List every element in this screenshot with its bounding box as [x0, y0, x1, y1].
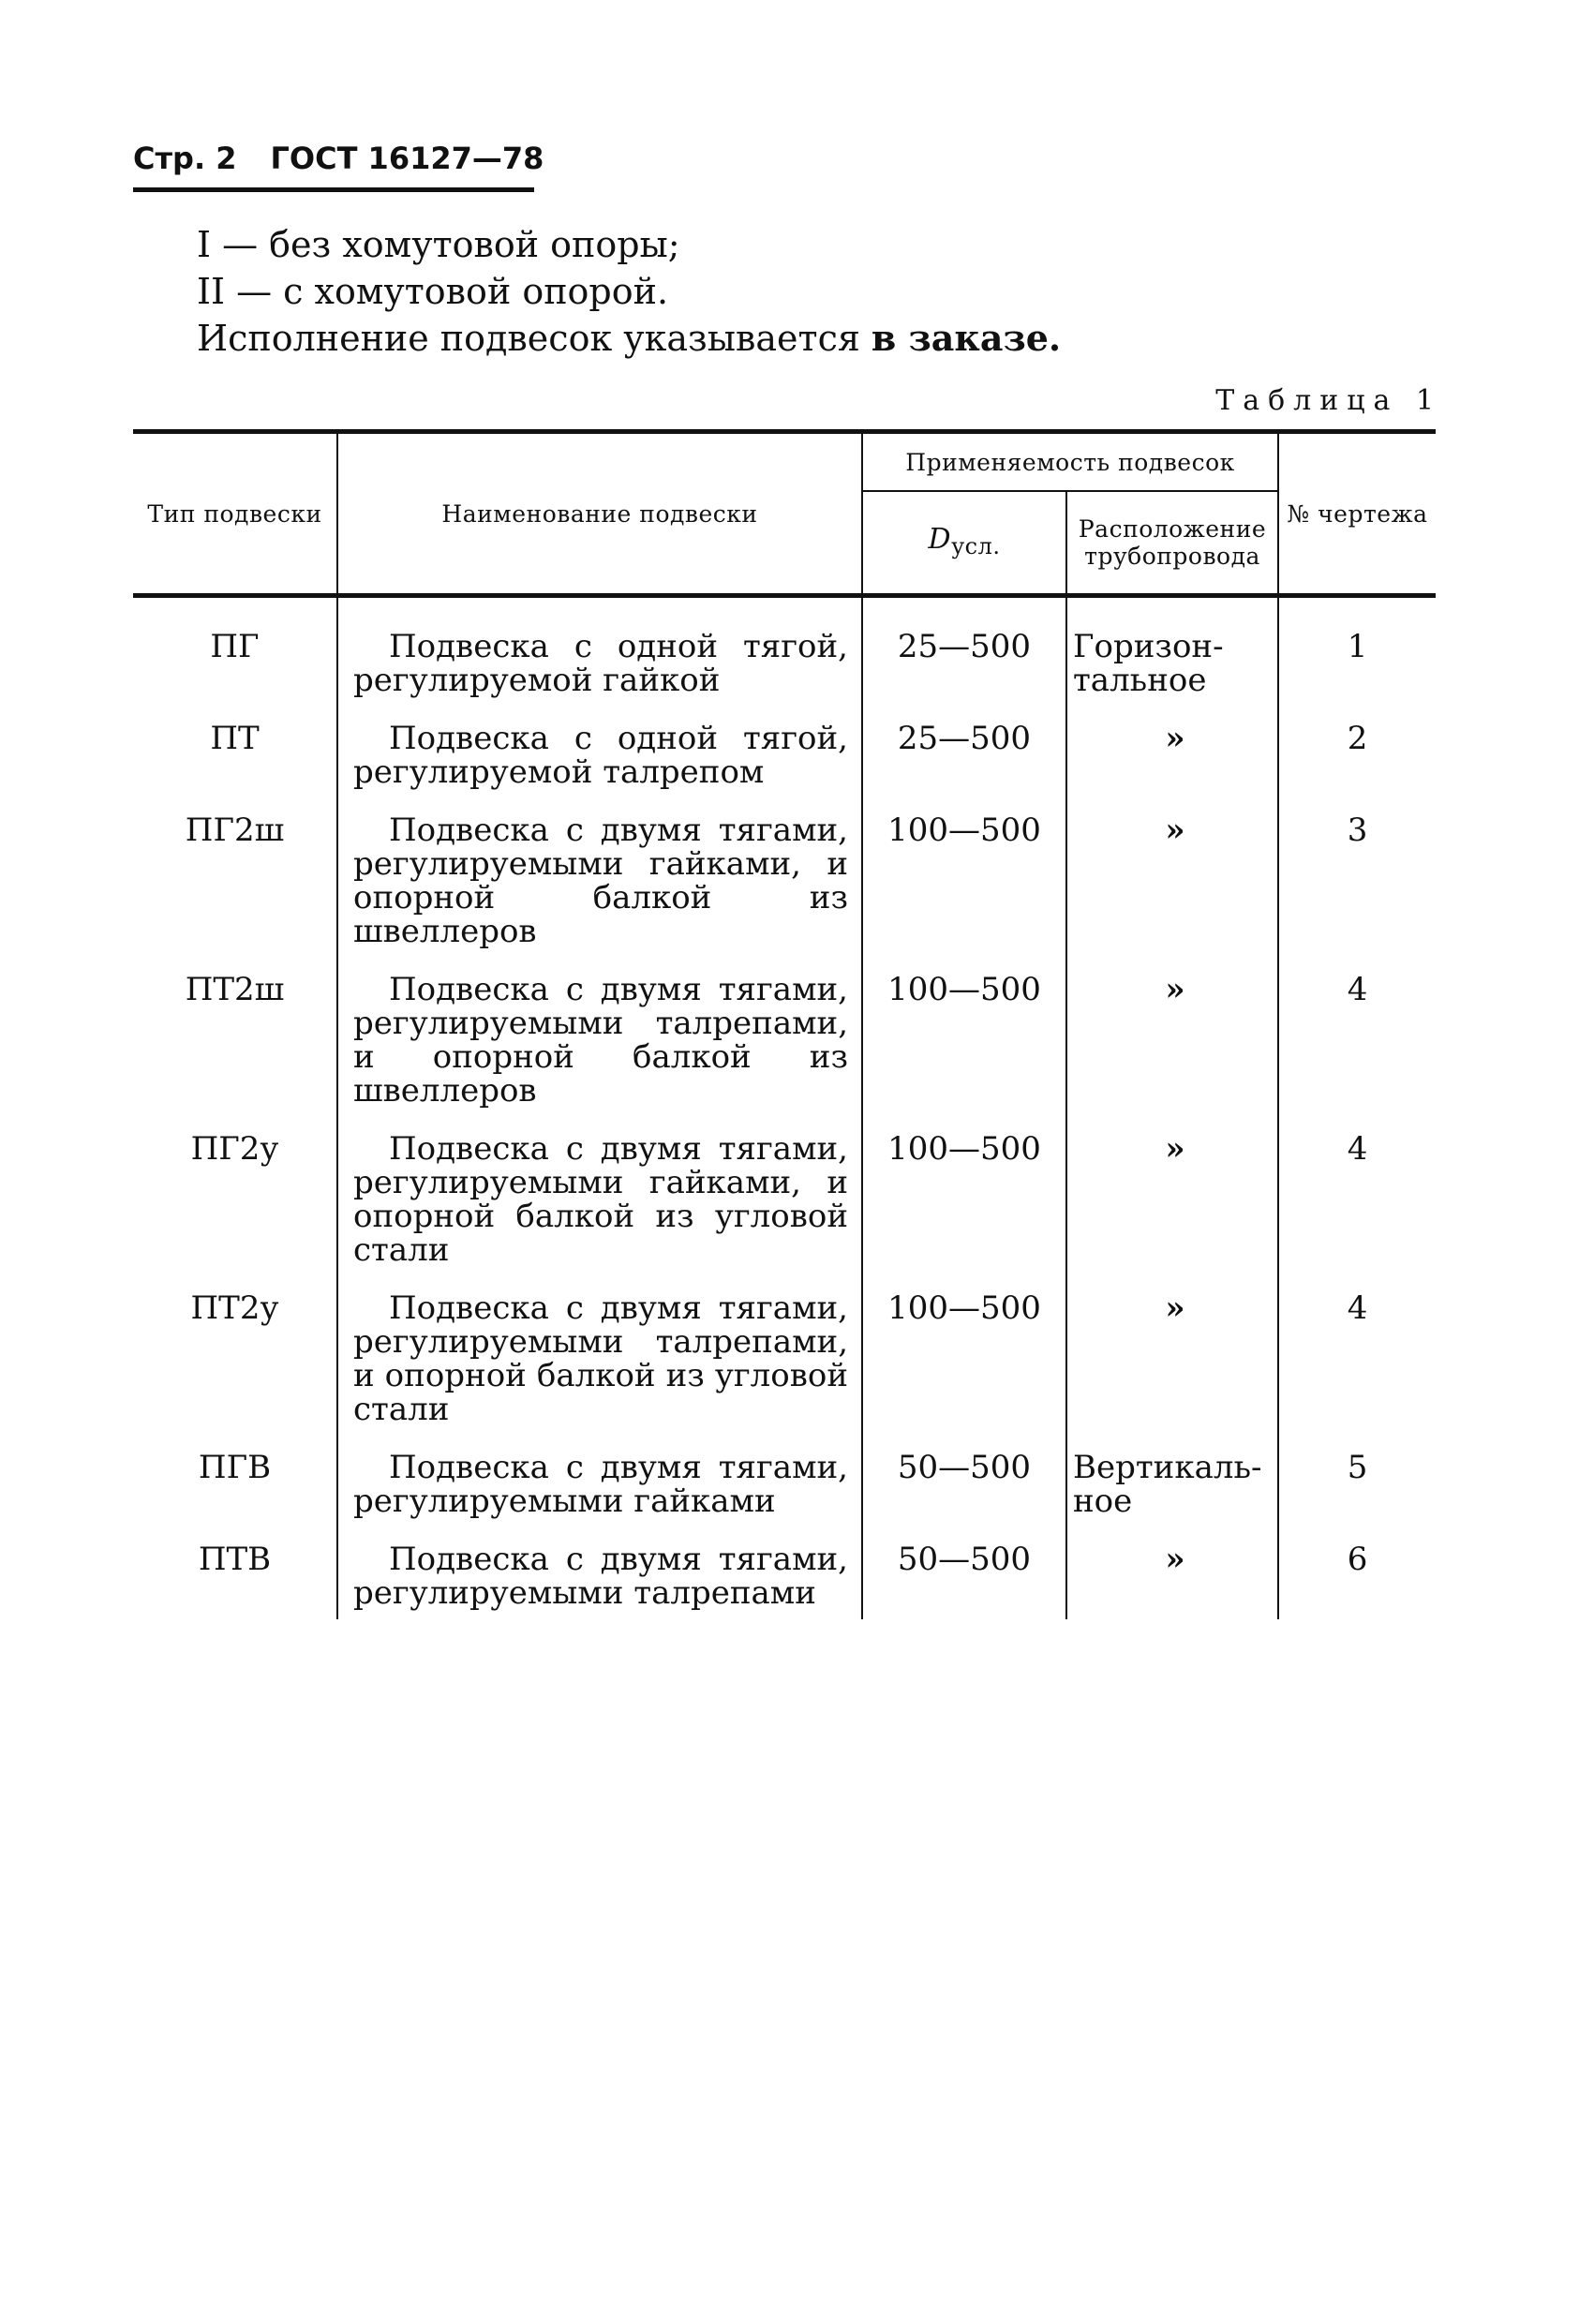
- header-rule: [133, 187, 534, 192]
- cell-diameter: 100—500: [862, 958, 1066, 1117]
- cell-name: Подвеска с двумя тягами, регулируемыми талрепами, и опорной балкой из угловой стали: [337, 1276, 862, 1436]
- header-drawing: № чертежа: [1278, 432, 1436, 596]
- table-row: [133, 1527, 1436, 1619]
- cell-location: »: [1066, 1117, 1278, 1276]
- cell-diameter: 50—500: [862, 1527, 1066, 1619]
- cell-location: »: [1066, 958, 1278, 1117]
- table-row: [133, 958, 1436, 1117]
- cell-name: Подвеска с двумя тягами, регулируемыми гайками, и опорной балкой из швеллеров: [337, 798, 862, 958]
- cell-diameter: 25—500: [862, 707, 1066, 798]
- table-row: [133, 596, 1436, 708]
- cell-type: ПГВ: [198, 1449, 272, 1486]
- header-type: Тип подвески: [133, 432, 337, 596]
- suspension-table: [133, 429, 1436, 1619]
- table-row: [133, 707, 1436, 798]
- cell-type: ПТ: [210, 720, 260, 757]
- cell-drawing-number: 5: [1278, 1436, 1436, 1527]
- intro-line-1: I — без хомутовой опоры;: [197, 224, 680, 265]
- header-diameter-sub: усл.: [951, 532, 1001, 559]
- cell-name: Подвеска с одной тягой, регулируемой гайкой: [337, 596, 862, 708]
- page-number: Стр. 2: [133, 141, 237, 176]
- cell-type: ПТ2ш: [185, 971, 285, 1008]
- cell-diameter: 100—500: [862, 1117, 1066, 1276]
- table-caption: Таблица 1: [1215, 384, 1442, 417]
- cell-location: Вертикаль-ное: [1066, 1436, 1278, 1527]
- standard-designation: ГОСТ 16127—78: [270, 141, 544, 176]
- intro-text: [197, 221, 1061, 362]
- cell-diameter: 100—500: [862, 798, 1066, 958]
- cell-diameter: 25—500: [862, 596, 1066, 708]
- cell-diameter: 50—500: [862, 1436, 1066, 1527]
- cell-drawing-number: 6: [1278, 1527, 1436, 1619]
- cell-diameter: 100—500: [862, 1276, 1066, 1436]
- table-row: [133, 1117, 1436, 1276]
- cell-drawing-number: 1: [1278, 596, 1436, 708]
- cell-location: »: [1066, 1527, 1278, 1619]
- cell-type: ПГ2ш: [185, 812, 285, 849]
- header-applicability: Применяемость подвесок: [862, 432, 1278, 492]
- cell-location: »: [1066, 707, 1278, 798]
- cell-type: ПГ: [210, 628, 260, 665]
- intro-line-2: II — с хомутовой опорой.: [197, 271, 669, 312]
- table-row: [133, 1436, 1436, 1527]
- intro-line-3: [197, 315, 1061, 362]
- header-name: Наименование подвески: [337, 432, 862, 596]
- cell-type: ПТВ: [198, 1541, 272, 1578]
- cell-type: ПГ2у: [190, 1130, 279, 1168]
- cell-location: Горизон-тальное: [1066, 596, 1278, 708]
- cell-location: »: [1066, 798, 1278, 958]
- cell-location: »: [1066, 1276, 1278, 1436]
- cell-drawing-number: 4: [1278, 958, 1436, 1117]
- page-header: [133, 141, 544, 176]
- cell-drawing-number: 3: [1278, 798, 1436, 958]
- cell-type: ПТ2у: [190, 1289, 279, 1327]
- cell-name: Подвеска с двумя тягами, регулируемыми талрепами: [337, 1527, 862, 1619]
- cell-drawing-number: 4: [1278, 1276, 1436, 1436]
- header-location: Расположение трубопровода: [1066, 491, 1278, 596]
- table-row: [133, 798, 1436, 958]
- cell-name: Подвеска с двумя тягами, регулируемыми талрепами, и опорной балкой из швеллеров: [337, 958, 862, 1117]
- intro-line-3-text: Исполнение подвесок указывается: [197, 318, 871, 359]
- cell-name: Подвеска с одной тягой, регулируемой талрепом: [337, 707, 862, 798]
- header-diameter-main: D: [928, 522, 952, 556]
- cell-name: Подвеска с двумя тягами, регулируемыми гайками, и опорной балкой из угловой стали: [337, 1117, 862, 1276]
- table-body: [133, 596, 1436, 1620]
- cell-drawing-number: 4: [1278, 1117, 1436, 1276]
- intro-line-3-bold: в заказе.: [871, 317, 1062, 359]
- cell-drawing-number: 2: [1278, 707, 1436, 798]
- table-row: [133, 1276, 1436, 1436]
- cell-name: Подвеска с двумя тягами, регулируемыми гайками: [337, 1436, 862, 1527]
- header-diameter: [862, 491, 1066, 596]
